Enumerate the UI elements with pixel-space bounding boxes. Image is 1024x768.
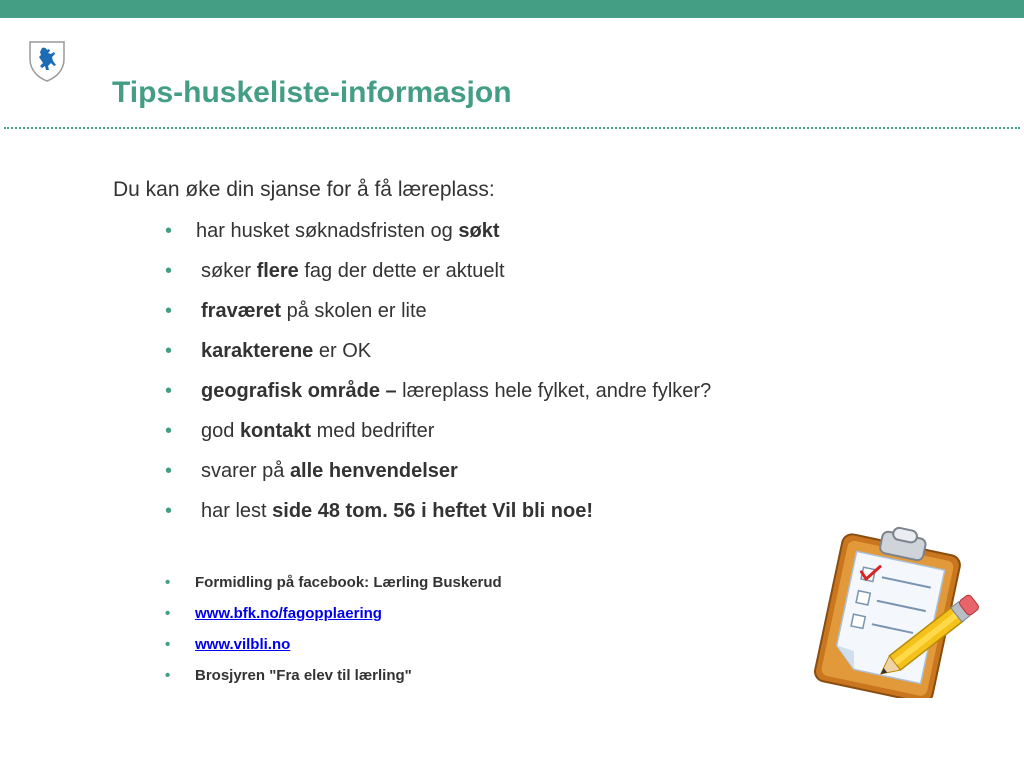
bullet-icon: • (165, 460, 173, 482)
bullet-icon: • (165, 605, 171, 622)
page-title: Tips-huskeliste-informasjon (112, 76, 512, 109)
bullet-icon: • (165, 340, 173, 362)
vilbli-link[interactable]: www.vilbli.no (195, 636, 291, 653)
intro-text: Du kan øke din sjanse for å få læreplass: (113, 178, 495, 201)
clipboard-checklist-pencil-icon (796, 526, 988, 698)
bullet-icon: • (165, 420, 173, 442)
bullet-icon: • (165, 220, 173, 242)
bullet-icon: • (165, 500, 173, 522)
title-divider (4, 127, 1020, 129)
bullet-icon: • (165, 300, 173, 322)
bullet-icon: • (165, 380, 173, 402)
bullet-icon: • (165, 667, 171, 684)
bullet-icon: • (165, 574, 171, 591)
bfk-link[interactable]: www.bfk.no/fagopplaering (195, 605, 382, 622)
bullet-icon: • (165, 636, 171, 653)
bullet-icon: • (165, 260, 173, 282)
county-crest-icon (27, 39, 67, 83)
top-accent-bar (0, 0, 1024, 18)
